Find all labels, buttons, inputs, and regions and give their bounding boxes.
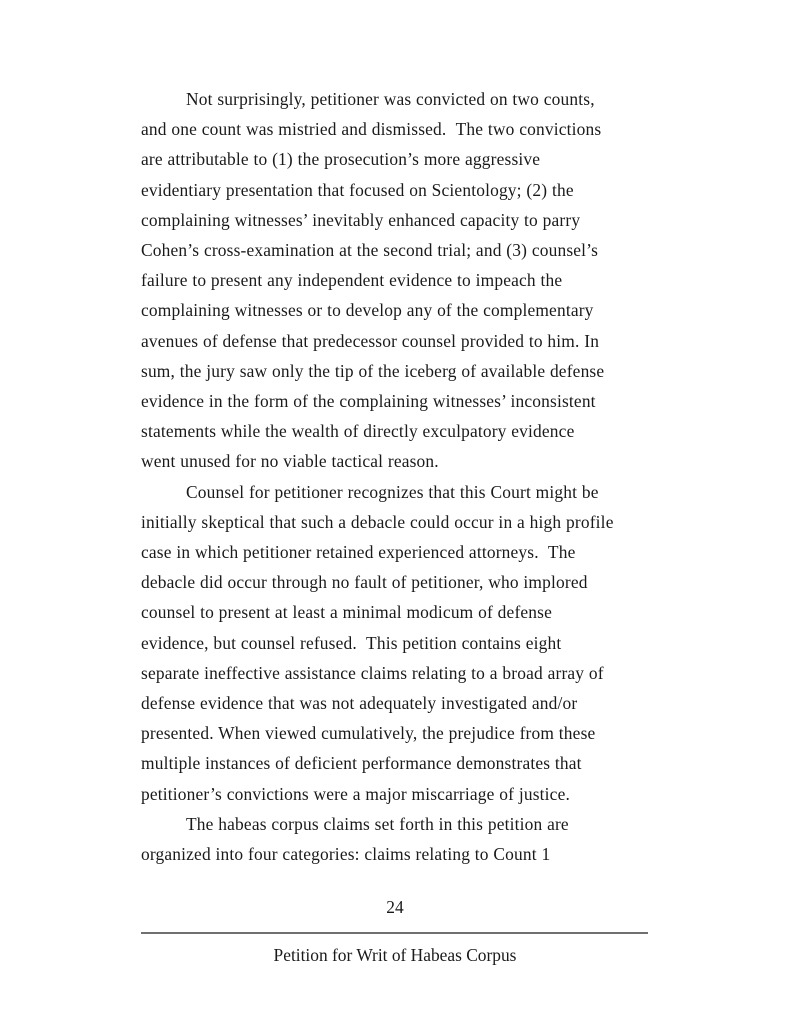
text-line: counsel to present at least a minimal modicum of defense	[141, 602, 553, 623]
text-line: petitioner’s convictions were a major miscarriage of justice.	[141, 783, 570, 804]
text-line: sum, the jury saw only the tip of the iceberg of available defense	[141, 360, 605, 381]
text-line: avenues of defense that predecessor counsel provided to him. In	[141, 330, 600, 351]
text-line: Counsel for petitioner recognizes that this Court might be	[186, 481, 599, 502]
text-line: evidence in the form of the complaining witnesses’ inconsistent	[141, 391, 596, 412]
text-line: case in which petitioner retained experienced attorneys. The	[141, 542, 576, 563]
text-line: presented. When viewed cumulatively, the prejudice from these	[141, 723, 596, 744]
text-line: failure to present any independent evidence to impeach the	[141, 270, 563, 291]
text-line: statements while the wealth of directly exculpatory evidence	[141, 421, 575, 442]
footer-document-title: Petition for Writ of Habeas Corpus	[273, 945, 517, 965]
text-line: separate ineffective assistance claims relating to a broad array of	[141, 662, 604, 683]
text-line: Cohen’s cross-examination at the second trial; and (3) counsel’s	[141, 240, 599, 261]
page-number: 24	[386, 897, 404, 917]
paragraph-2	[141, 477, 649, 809]
text-line: evidentiary presentation that focused on Scientology; (2) the	[141, 179, 574, 200]
text-line: went unused for no viable tactical reason.	[141, 451, 439, 472]
text-line: complaining witnesses or to develop any of the complementary	[141, 300, 594, 321]
text-line: are attributable to (1) the prosecution’s more aggressive	[141, 149, 541, 170]
text-line: The habeas corpus claims set forth in this petition are	[186, 813, 569, 834]
text-line: organized into four categories: claims relating to Count 1	[141, 844, 551, 865]
text-line: multiple instances of deficient performance demonstrates that	[141, 753, 582, 774]
paragraph-3	[141, 809, 649, 869]
text-line: complaining witnesses’ inevitably enhanced capacity to parry	[141, 209, 581, 230]
text-line: and one count was mistried and dismissed. The two convictions	[141, 119, 602, 140]
body-text-block	[141, 84, 649, 869]
text-line: initially skeptical that such a debacle could occur in a high profile	[141, 511, 614, 532]
page-footer	[141, 893, 649, 970]
text-line: defense evidence that was not adequately investigated and/or	[141, 693, 578, 714]
text-line: evidence, but counsel refused. This petition contains eight	[141, 632, 562, 653]
text-line: Not surprisingly, petitioner was convicted on two counts,	[186, 89, 595, 109]
text-line: debacle did occur through no fault of petitioner, who implored	[141, 572, 588, 593]
paragraph-1	[141, 84, 649, 477]
